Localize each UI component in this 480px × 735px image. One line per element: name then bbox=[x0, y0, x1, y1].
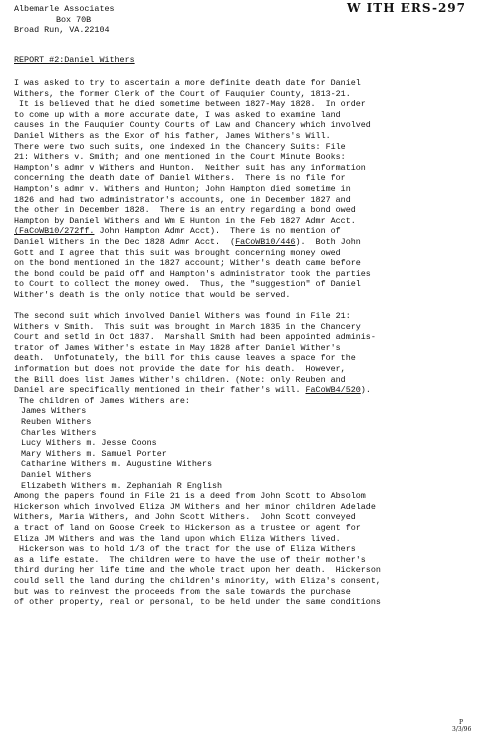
text-line: death. Unfotunately, the bill for this cause leaves a space for the bbox=[14, 353, 356, 364]
text-line: 21: Withers v. Smith; and one mentioned in the Court Minute Books: bbox=[14, 152, 346, 163]
text-line: third during her life time and the whole tract upon her death. Hickerson bbox=[14, 565, 381, 576]
text-line: Hampton by Daniel Withers and Wm E Hunton in the Feb 1827 Admr Acct. bbox=[14, 215, 356, 226]
child-name: Catharine Withers m. Augustine Withers bbox=[21, 459, 212, 470]
text-line: the bond could be paid off and Hampton's administrator took the parties bbox=[14, 268, 371, 279]
text-line: as a life estate. The children were to have the use of their mother's bbox=[14, 554, 366, 565]
text-line: Daniel Withers in the Dec 1828 Admr Acct. (FaCoWB10/446). Both John bbox=[14, 236, 361, 247]
letterhead bbox=[14, 4, 115, 36]
child-name: Charles Withers bbox=[21, 427, 97, 438]
child-name: Mary Withers m. Samuel Porter bbox=[21, 448, 167, 459]
text-line: concerning the death date of Daniel Withers. There is no file for bbox=[14, 173, 346, 184]
company-name: Albemarle Associates bbox=[14, 4, 115, 14]
text-line: Hickerson was to hold 1/3 of the tract for the use of Eliza Withers bbox=[14, 544, 356, 555]
text-line: Wither's death is the only notice that would be served. bbox=[14, 289, 291, 300]
text-line: Withers v Smith. This suit was brought in March 1835 in the Chancery bbox=[14, 321, 361, 332]
text-line: information but does not provide the date for his death. However, bbox=[14, 364, 346, 375]
text-line: on the bond mentioned in the 1827 account; Wither's death came before bbox=[14, 258, 361, 269]
text-line: There were two such suits, one indexed in the Chancery Suits: File bbox=[14, 141, 346, 152]
report-title: REPORT #2:Daniel Withers bbox=[14, 55, 135, 65]
children-list bbox=[14, 406, 476, 491]
text-line: (FaCoWB10/272ff. John Hampton Admr Acct). There is no mention of bbox=[14, 226, 341, 237]
text-line: The second suit which involved Daniel Withers was found in File 21: bbox=[14, 311, 351, 322]
company-city: Broad Run, VA.22104 bbox=[14, 25, 110, 36]
text-line: Daniel are specifically mentioned in their father's will. FaCoWB4/520). bbox=[14, 385, 371, 396]
text-line: the other in December 1828. There is an entry regarding a bond owed bbox=[14, 205, 356, 216]
paragraph-deed bbox=[14, 491, 476, 608]
child-name: James Withers bbox=[21, 406, 87, 417]
text-line: Withers, Maria Withers, and John Scott Withers. John Scott conveyed bbox=[14, 512, 356, 523]
child-name: Elizabeth Withers m. Zephaniah R English bbox=[21, 480, 223, 491]
report-body bbox=[14, 78, 476, 608]
initials-date: 3/3/96 bbox=[452, 726, 472, 733]
text-line: 1826 and had two administrator's accounts, one in December 1827 and bbox=[14, 194, 351, 205]
text-line: trator of James Wither's estate in May 1828 after Daniel Wither's bbox=[14, 342, 341, 353]
text-line: I was asked to try to ascertain a more definite death date for Daniel bbox=[14, 78, 361, 88]
paragraph-second-suit bbox=[14, 311, 476, 406]
text-line: It is believed that he died sometime between 1827-May 1828. In order bbox=[14, 99, 366, 110]
text-line: Eliza JM Withers and was the land upon which Eliza Withers lived. bbox=[14, 533, 341, 544]
text-line: could sell the land during the children's minority, with Eliza's consent, bbox=[14, 575, 381, 586]
text-line: Hampton's admr v Withers and Hunton. Neither suit has any information bbox=[14, 162, 366, 173]
text-line: Daniel Withers as the Exor of his father, James Withers's Will. bbox=[14, 130, 331, 141]
child-name: Lucy Withers m. Jesse Coons bbox=[21, 438, 157, 449]
text-line: causes in the Fauquier County Courts of Law and Chancery which involved bbox=[14, 120, 371, 131]
child-name: Reuben Withers bbox=[21, 417, 92, 427]
child-name: Daniel Withers bbox=[21, 469, 92, 480]
text-line: but was to reinvest the proceeds from the sale towards the purchase bbox=[14, 586, 351, 597]
text-line: to Court to collect the money owed. Thus, the "suggestion" of Daniel bbox=[14, 279, 361, 290]
text-line: Gott and I agree that this suit was brought concerning money owed bbox=[14, 247, 341, 258]
text-line: Hampton's admr v. Withers and Hunton; John Hampton died sometime in bbox=[14, 183, 351, 194]
handwritten-initials bbox=[452, 719, 470, 733]
text-line: to come up with a more accurate date, I was asked to examine land bbox=[14, 109, 341, 120]
handwritten-reference: W ITH ERS-297 bbox=[347, 1, 466, 15]
text-line: Withers, the former Clerk of the Court of Fauquier County, 1813-21. bbox=[14, 88, 351, 99]
initials-mark: P bbox=[458, 719, 464, 726]
text-line: of other property, real or personal, to be held under the same conditions bbox=[14, 597, 381, 608]
company-box: Box 70B bbox=[56, 14, 92, 25]
text-line: the Bill does list James Wither's children. (Note: only Reuben and bbox=[14, 374, 346, 385]
text-line: The children of James Withers are: bbox=[14, 395, 190, 406]
text-line: a tract of land on Goose Creek to Hickerson as a trustee or agent for bbox=[14, 522, 361, 533]
text-line: Among the papers found in File 21 is a deed from John Scott to Absolom bbox=[14, 491, 366, 502]
text-line: Court and setld in Oct 1837. Marshall Smith had been appointed adminis- bbox=[14, 332, 376, 343]
text-line: Hickerson which involved Eliza JM Withers and her minor children Adelade bbox=[14, 501, 376, 512]
paragraph-death-date bbox=[14, 78, 476, 300]
